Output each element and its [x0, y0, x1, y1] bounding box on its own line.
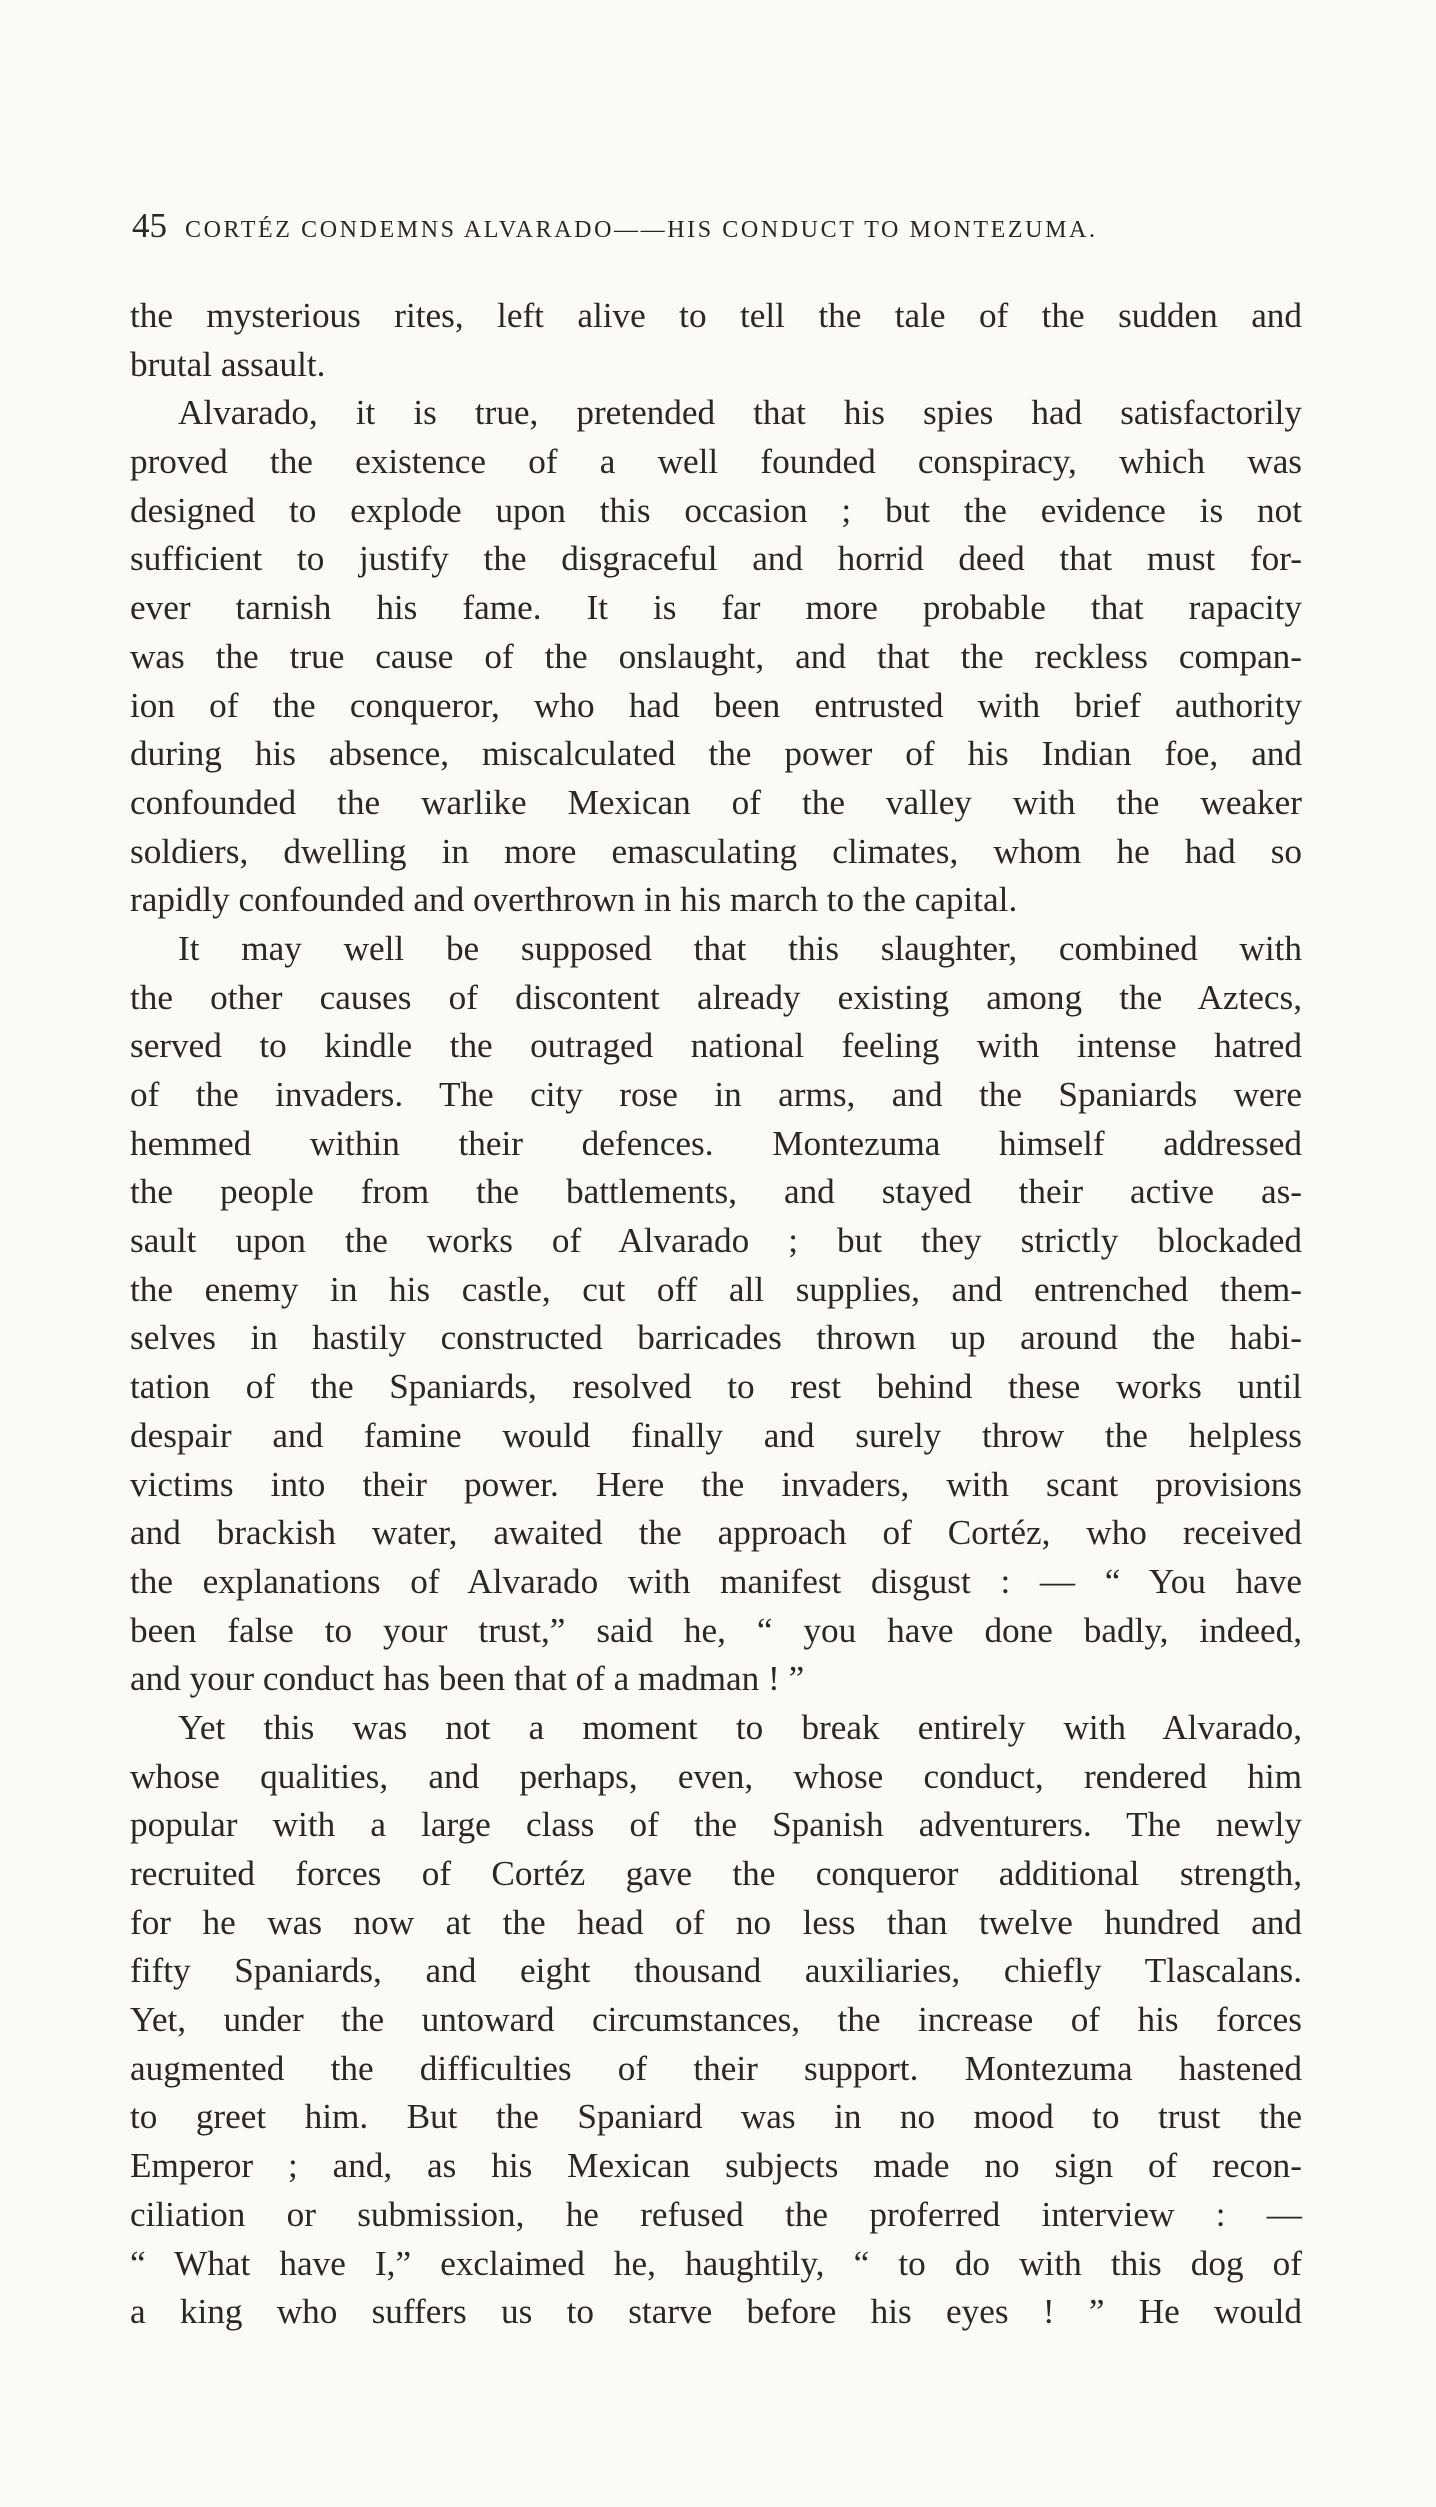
- text-line: Yet, under the untoward circumstances, the increase of his forces: [130, 2000, 1302, 2040]
- text-line: the enemy in his castle, cut off all supplies, and entrenched them-: [130, 1269, 1302, 1309]
- text-line: Emperor ; and, as his Mexican subjects made no sign of recon-: [130, 2146, 1302, 2186]
- text-line: during his absence, miscalculated the power of his Indian foe, and: [130, 734, 1302, 774]
- text-line: a king who suffers us to starve before his eyes ! ” He would: [130, 2292, 1302, 2332]
- text-line: proved the existence of a well founded conspiracy, which was: [130, 442, 1302, 482]
- page-number: 45: [132, 206, 167, 245]
- text-line: the explanations of Alvarado with manifest disgust : — “ You have: [130, 1561, 1302, 1601]
- text-line: rapidly confounded and overthrown in his march to the capital.: [130, 880, 1018, 920]
- text-line: served to kindle the outraged national feeling with intense hatred: [130, 1026, 1302, 1066]
- text-line: the mysterious rites, left alive to tell the tale of the sudden and: [130, 296, 1302, 335]
- running-head: [132, 206, 1302, 256]
- text-line: victims into their power. Here the invaders, with scant provisions: [130, 1464, 1302, 1504]
- text-line: the other causes of discontent already existing among the Aztecs,: [130, 977, 1302, 1017]
- body-text: [130, 292, 1302, 2337]
- text-line: sufficient to justify the disgraceful and horrid deed that must for-: [130, 539, 1302, 579]
- text-line: sault upon the works of Alvarado ; but they strictly blockaded: [130, 1221, 1302, 1261]
- text-line: It may well be supposed that this slaughter, combined with: [178, 928, 1302, 968]
- text-line: brutal assault.: [130, 344, 326, 384]
- text-line: was the true cause of the onslaught, and that the reckless compan-: [130, 636, 1302, 676]
- text-line: ciliation or submission, he refused the proferred interview : —: [130, 2194, 1302, 2234]
- text-line: despair and famine would finally and surely throw the helpless: [130, 1415, 1302, 1455]
- text-line: fifty Spaniards, and eight thousand auxiliaries, chiefly Tlascalans.: [130, 1951, 1302, 1991]
- text-line: augmented the difficulties of their support. Montezuma hastened: [130, 2048, 1302, 2088]
- text-line: ion of the conqueror, who had been entrusted with brief authority: [130, 685, 1302, 725]
- running-title: CORTÉZ CONDEMNS ALVARADO——HIS CONDUCT TO MONTEZUMA.: [185, 217, 1098, 243]
- text-line: designed to explode upon this occasion ; but the evidence is not: [130, 490, 1302, 530]
- text-line: soldiers, dwelling in more emasculating climates, whom he had so: [130, 831, 1302, 871]
- text-line: to greet him. But the Spaniard was in no mood to trust the: [130, 2097, 1302, 2137]
- text-line: ever tarnish his fame. It is far more probable that rapacity: [130, 588, 1302, 628]
- text-line: and your conduct has been that of a madman ! ”: [130, 1659, 805, 1699]
- text-line: popular with a large class of the Spanish adventurers. The newly: [130, 1805, 1302, 1845]
- text-line: the people from the battlements, and stayed their active as-: [130, 1172, 1302, 1212]
- text-line: tation of the Spaniards, resolved to rest behind these works until: [130, 1367, 1302, 1407]
- text-line: selves in hastily constructed barricades thrown up around the habi-: [130, 1318, 1302, 1358]
- text-line: confounded the warlike Mexican of the valley with the weaker: [130, 782, 1302, 822]
- text-line: hemmed within their defences. Montezuma himself addressed: [130, 1123, 1302, 1163]
- text-line: whose qualities, and perhaps, even, whose conduct, rendered him: [130, 1756, 1302, 1796]
- text-line: recruited forces of Cortéz gave the conqueror additional strength,: [130, 1854, 1302, 1893]
- text-line: “ What have I,” exclaimed he, haughtily, “ to do with this dog of: [130, 2243, 1302, 2283]
- text-line: for he was now at the head of no less than twelve hundred and: [130, 1902, 1302, 1942]
- text-line: been false to your trust,” said he, “ you have done badly, indeed,: [130, 1610, 1302, 1650]
- text-line: Alvarado, it is true, pretended that his spies had satisfactorily: [178, 393, 1302, 433]
- text-line: and brackish water, awaited the approach of Cortéz, who received: [130, 1513, 1302, 1553]
- text-line: Yet this was not a moment to break entirely with Alvarado,: [178, 1707, 1302, 1747]
- text-line: of the invaders. The city rose in arms, and the Spaniards were: [130, 1075, 1302, 1114]
